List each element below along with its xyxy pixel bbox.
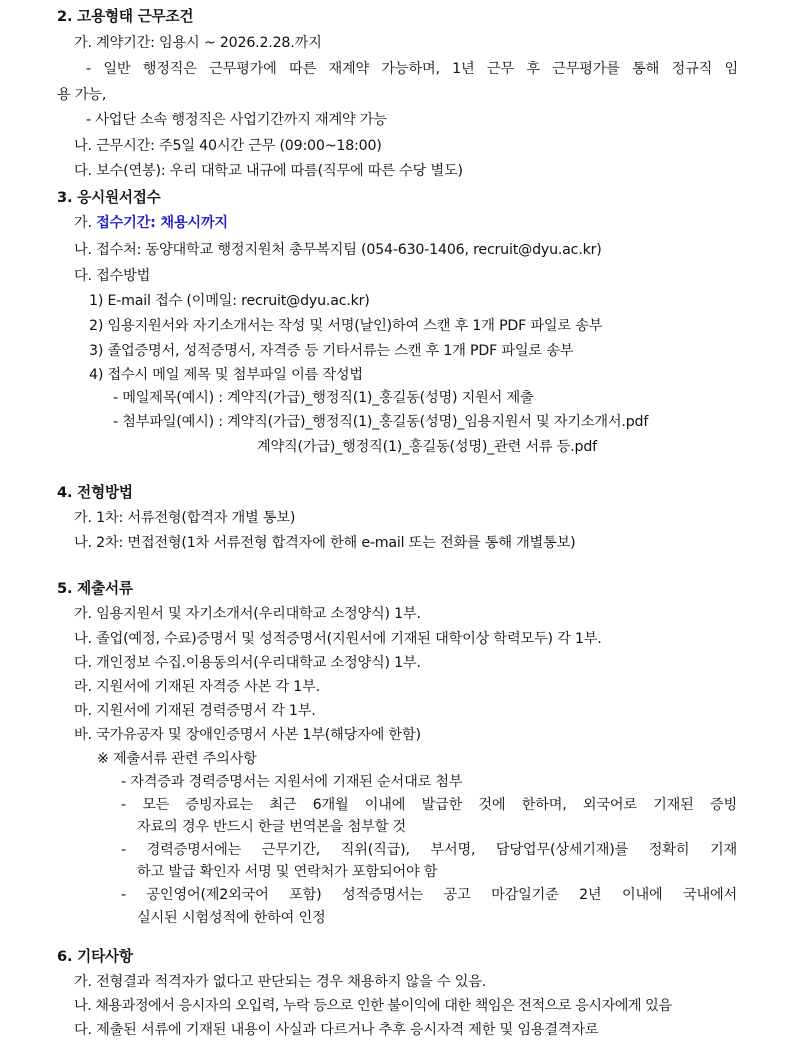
mail-subject-example: - 메일제목(예시) : 계약직(가급)_행정직(1)_홍길동(성명) 지원서 제출 xyxy=(113,390,534,406)
application-office: 나. 접수처: 동양대학교 행정지원처 총무복지팀 (054-630-1406, recruit@dyu.ac.kr) xyxy=(74,242,602,258)
method-1: 1) E-mail 접수 (이메일: recruit@dyu.ac.kr) xyxy=(89,293,370,309)
section-2-title: 2. 고용형태 근무조건 xyxy=(57,8,194,25)
document-na: 나. 졸업(예정, 수료)증명서 및 성적증명서(지원서에 기재된 대학이상 학력모두) 각 1부. xyxy=(74,631,602,647)
misc-ga: 가. 전형결과 적격자가 없다고 판단되는 경우 채용하지 않을 수 있음. xyxy=(74,974,487,990)
section-3-title: 3. 응시원서접수 xyxy=(57,189,161,206)
note-3-line1: - 경력증명서에는 근무기간, 직위(직급), 부서명, 담당업무(상세기재)를 정확히 기재 xyxy=(121,842,737,858)
note-2-line1: - 모든 증빙자료는 최근 6개월 이내에 발급한 것에 한하며, 외국어로 기재된 증빙 xyxy=(121,797,737,813)
notes-title: ※ 제출서류 관련 주의사항 xyxy=(97,751,257,767)
contract-note-1-line1: - 일반 행정직은 근무평가에 따른 재계약 가능하며, 1년 근무 후 근무평가를 통해 정규직 임 xyxy=(86,61,738,77)
application-period-highlight: 접수기간: 채용시까지 xyxy=(96,215,228,231)
document-ga: 가. 임용지원서 및 자기소개서(우리대학교 소정양식) 1부. xyxy=(74,606,421,622)
note-3-line2: 하고 발급 확인자 서명 및 연락처가 포함되어야 함 xyxy=(137,864,438,880)
document-ra: 라. 지원서에 기재된 자격증 사본 각 1부. xyxy=(74,679,320,695)
method-2: 2) 임용지원서와 자기소개서는 작성 및 서명(날인)하여 스캔 후 1개 PDF 파일로 송부 xyxy=(89,318,603,334)
attachment-example-1: - 첨부파일(예시) : 계약직(가급)_행정직(1)_홍길동(성명)_임용지원서 및 자기소개서.pdf xyxy=(113,414,649,430)
attachment-example-2: 계약직(가급)_행정직(1)_홍길동(성명)_관련 서류 등.pdf xyxy=(257,439,597,455)
note-1: - 자격증과 경력증명서는 지원서에 기재된 순서대로 첨부 xyxy=(121,774,463,790)
screening-stage-2: 나. 2차: 면접전형(1차 서류전형 합격자에 한해 e-mail 또는 전화를 통해 개별통보) xyxy=(74,535,576,551)
screening-stage-1: 가. 1차: 서류전형(합격자 개별 통보) xyxy=(74,510,296,526)
application-period xyxy=(74,213,228,233)
misc-da: 다. 제출된 서류에 기재된 내용이 사실과 다르거나 추후 응시자격 제한 및 임용결격자로 xyxy=(74,1022,599,1038)
note-4-line2: 실시된 시험성적에 한하여 인정 xyxy=(137,910,326,926)
contract-note-1-line2: 용 가능, xyxy=(57,87,107,103)
document-ba: 바. 국가유공자 및 장애인증명서 사본 1부(해당자에 한함) xyxy=(74,727,421,743)
section-6-title: 6. 기타사항 xyxy=(57,948,133,965)
contract-note-2: - 사업단 소속 행정직은 사업기간까지 재계약 가능 xyxy=(86,112,387,128)
note-4-line1: - 공인영어(제2외국어 포함) 성적증명서는 공고 마감일기준 2년 이내에 국내에서 xyxy=(121,887,737,903)
section-4-title: 4. 전형방법 xyxy=(57,484,133,501)
method-3: 3) 졸업증명서, 성적증명서, 자격증 등 기타서류는 스캔 후 1개 PDF 파일로 송부 xyxy=(89,343,574,359)
work-hours: 나. 근무시간: 주5일 40시간 근무 (09:00~18:00) xyxy=(74,138,382,154)
document-da: 다. 개인정보 수집.이용동의서(우리대학교 소정양식) 1부. xyxy=(74,655,421,671)
salary: 다. 보수(연봉): 우리 대학교 내규에 따름(직무에 따른 수당 별도) xyxy=(74,163,463,179)
application-period-prefix: 가. xyxy=(74,215,97,231)
application-method-title: 다. 접수방법 xyxy=(74,268,151,284)
note-2-line2: 자료의 경우 반드시 한글 번역본을 첨부할 것 xyxy=(137,819,406,835)
document-ma: 마. 지원서에 기재된 경력증명서 각 1부. xyxy=(74,703,316,719)
contract-period: 가. 계약기간: 임용시 ~ 2026.2.28.까지 xyxy=(74,35,322,51)
method-4: 4) 접수시 메일 제목 및 첨부파일 이름 작성법 xyxy=(89,367,363,383)
section-5-title: 5. 제출서류 xyxy=(57,580,133,597)
misc-na: 나. 채용과정에서 응시자의 오입력, 누락 등으로 인한 불이익에 대한 책임은 전적으로 응시자에게 있음 xyxy=(74,998,672,1014)
